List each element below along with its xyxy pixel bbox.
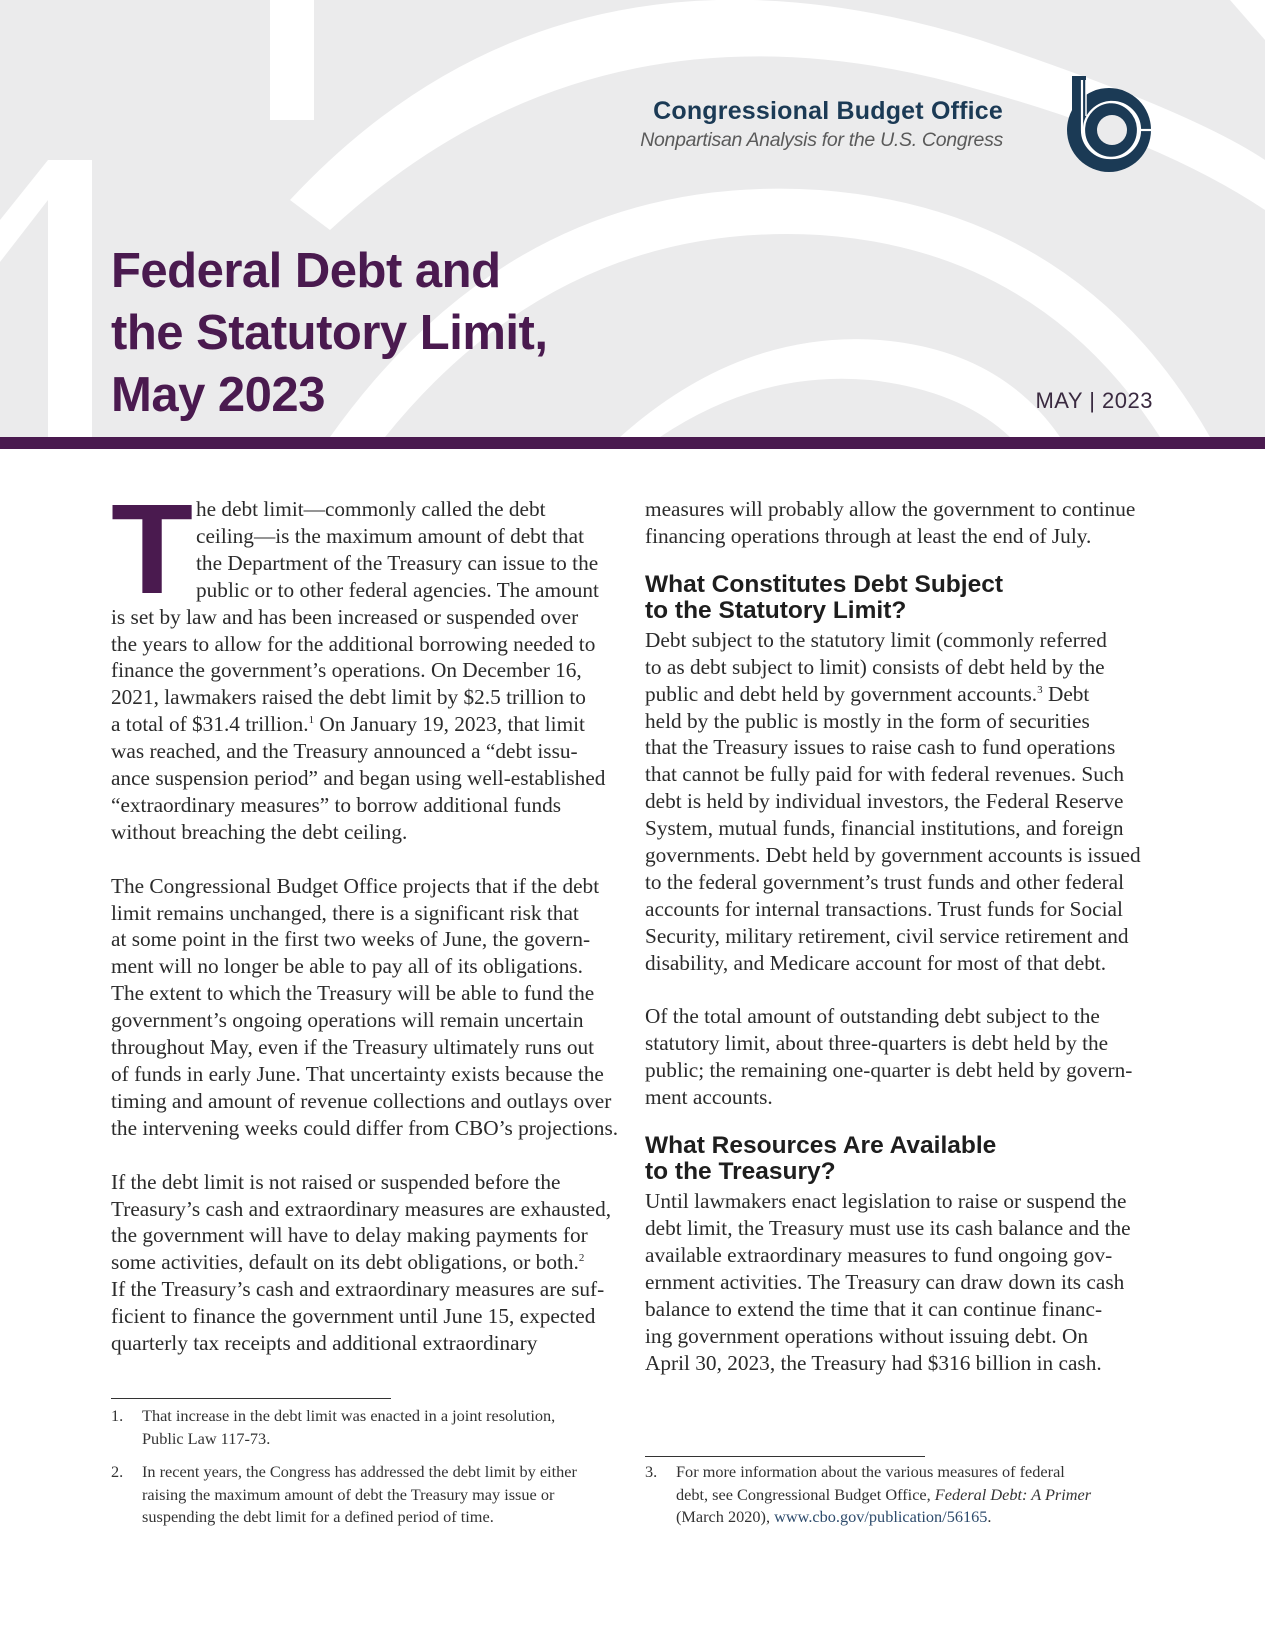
text-line: without breaching the debt ceiling.	[111, 819, 408, 844]
org-name: Congressional Budget Office	[653, 97, 1003, 125]
left-column	[111, 478, 631, 1384]
section-heading-resources	[645, 1133, 1165, 1185]
text-line: ficient to finance the government until June 15, expected	[111, 1304, 596, 1329]
section-heading-debt-subject	[645, 572, 1165, 624]
text-line: Of the total amount of outstanding debt subject to the	[645, 1004, 1100, 1029]
footnote-number: 2.	[111, 1462, 124, 1481]
footnote-line: For more information about the various measures of federal	[676, 1462, 1065, 1481]
footnote-divider	[111, 1398, 391, 1399]
footnote-divider	[645, 1456, 925, 1457]
text-line: held by the public is mostly in the form of securities	[645, 708, 1090, 733]
footnote-line: debt, see Congressional Budget Office, Federal Debt: A Primer	[676, 1484, 1092, 1504]
footnote-3	[645, 1461, 1091, 1529]
publication-date: MAY | 2023	[1035, 388, 1153, 413]
text-line: timing and amount of revenue collections and outlays over	[111, 1088, 612, 1113]
footnote-1	[111, 1405, 577, 1450]
text-line: “extraordinary measures” to borrow additional funds	[111, 792, 562, 817]
text-line: at some point in the first two weeks of June, the govern-	[111, 927, 591, 952]
text-line: ment accounts.	[645, 1085, 773, 1110]
title-line: May 2023	[111, 368, 325, 422]
text-line: Treasury’s cash and extraordinary measures are exhausted,	[111, 1196, 612, 1221]
text-line: disability, and Medicare account for most of that debt.	[645, 950, 1107, 975]
footnote-2	[111, 1461, 577, 1529]
text-line: debt limit, the Treasury must use its cash balance and the	[645, 1216, 1131, 1241]
text-line: available extraordinary measures to fund ongoing gov-	[645, 1242, 1113, 1267]
page-title	[111, 240, 547, 426]
text-line: ceiling—is the maximum amount of debt that	[196, 523, 585, 548]
text-line: If the Treasury’s cash and extraordinary measures are suf-	[111, 1277, 605, 1302]
text-line: ing government operations without issuing debt. On	[645, 1323, 1089, 1348]
text-line: ment will no longer be able to pay all of its obligations.	[111, 954, 583, 979]
heading-line: to the Treasury?	[645, 1158, 836, 1186]
text-line: of funds in early June. That uncertainty exists because the	[111, 1062, 604, 1087]
publication-title: Federal Debt: A Primer	[934, 1484, 1092, 1504]
heading-line: What Constitutes Debt Subject	[645, 570, 1003, 598]
text-line: balance to extend the time that it can continue financ-	[645, 1296, 1103, 1321]
header-divider	[0, 437, 1265, 449]
text-line: government’s ongoing operations will remain uncertain	[111, 1008, 584, 1033]
footnote-number: 3.	[645, 1462, 658, 1481]
text-line: statutory limit, about three-quarters is debt held by the	[645, 1031, 1109, 1056]
text-line: Until lawmakers enact legislation to raise or suspend the	[645, 1189, 1127, 1214]
paragraph-resources	[645, 1188, 1165, 1376]
text-line: a total of $31.4 trillion.$^1$ On January 19, 2023, that limit	[111, 712, 585, 737]
text-line: the years to allow for the additional borrowing needed to	[111, 631, 596, 656]
footnote-line: (March 2020), www.cbo.gov/publication/56165.	[676, 1507, 992, 1526]
text-line: throughout May, even if the Treasury ultimately runs out	[111, 1035, 595, 1060]
text-line: limit remains unchanged, there is a significant risk that	[111, 900, 579, 925]
footnote-line: That increase in the debt limit was enacted in a joint resolution,	[142, 1406, 556, 1425]
publication-link[interactable]: www.cbo.gov/publication/56165	[774, 1507, 988, 1526]
text-line: the intervening weeks could differ from CBO’s projections.	[111, 1115, 619, 1140]
text-line: financing operations through at least the end of July.	[645, 523, 1092, 548]
paragraph-debt-share	[645, 1003, 1165, 1111]
text-line: to the federal government’s trust funds and other federal	[645, 869, 1125, 894]
footnote-number: 1.	[111, 1406, 124, 1425]
footnote-ref-2[interactable]: 2	[578, 1252, 585, 1265]
drop-cap: T	[111, 478, 194, 621]
text-line: the Department of the Treasury can issue to the	[196, 550, 599, 575]
text-line: quarterly tax receipts and additional extraordinary	[111, 1331, 538, 1356]
text-line: ance suspension period” and began using well-established	[111, 766, 606, 791]
text-line: that cannot be fully paid for with federal revenues. Such	[645, 762, 1125, 787]
text-line: accounts for internal transactions. Trust funds for Social	[645, 896, 1123, 921]
text-line: ernment activities. The Treasury can draw down its cash	[645, 1269, 1125, 1294]
heading-line: to the Statutory Limit?	[645, 596, 907, 624]
heading-line: What Resources Are Available	[645, 1132, 997, 1160]
footnotes-right	[645, 1461, 1091, 1540]
text-line: public; the remaining one-quarter is debt held by govern-	[645, 1058, 1133, 1083]
paragraph-debt-subject	[645, 627, 1165, 977]
report-header	[0, 0, 1265, 437]
text-line: April 30, 2023, the Treasury had $316 billion in cash.	[645, 1350, 1102, 1375]
footnote-line: suspending the debt limit for a defined period of time.	[142, 1507, 494, 1526]
cbo-logo-icon[interactable]	[1062, 76, 1156, 177]
footnote-ref-3[interactable]: 3	[1037, 683, 1043, 696]
text-line: the government will have to delay making payments for	[111, 1223, 588, 1248]
text-line: If the debt limit is not raised or suspended before the	[111, 1169, 561, 1194]
text-line: Debt subject to the statutory limit (commonly referred	[645, 627, 1107, 652]
text-line: finance the government’s operations. On December 16,	[111, 658, 582, 683]
text-line: was reached, and the Treasury announced a “debt issu-	[111, 739, 578, 764]
title-line: the Statutory Limit,	[111, 306, 548, 360]
text-line: some activities, default on its debt obligations, or both.$^2$	[111, 1250, 585, 1275]
text-line: that the Treasury issues to raise cash to fund operations	[645, 735, 1116, 760]
text-line: The Congressional Budget Office projects that if the debt	[111, 873, 600, 898]
intro-paragraph	[111, 478, 631, 846]
text-line: System, mutual funds, financial institutions, and foreign	[645, 816, 1124, 841]
text-line: The extent to which the Treasury will be able to fund the	[111, 981, 595, 1006]
text-line: governments. Debt held by government accounts is issued	[645, 843, 1141, 868]
text-line: public or to other federal agencies. The amount	[196, 577, 599, 602]
footnote-line: In recent years, the Congress has addressed the debt limit by either	[142, 1462, 577, 1481]
cbo-wordmark[interactable]	[640, 96, 1003, 154]
text-line: Security, military retirement, civil service retirement and	[645, 923, 1129, 948]
title-line: Federal Debt and	[111, 244, 501, 298]
continued-paragraph	[645, 496, 1165, 550]
org-tagline: Nonpartisan Analysis for the U.S. Congress	[640, 129, 1003, 151]
text-line: public and debt held by government accounts.$^3$ Debt	[645, 681, 1090, 706]
text-line: debt is held by individual investors, the Federal Reserve	[645, 789, 1124, 814]
paragraph-projection	[111, 873, 631, 1142]
footnotes-left	[111, 1405, 577, 1540]
text-line: measures will probably allow the government to continue	[645, 497, 1136, 521]
footnote-line: Public Law 117-73.	[142, 1428, 271, 1448]
text-line: he debt limit—commonly called the debt	[196, 497, 546, 521]
text-line: to as debt subject to limit) consists of debt held by the	[645, 654, 1105, 679]
right-column	[645, 496, 1165, 1403]
footnote-ref-1[interactable]: 1	[308, 714, 315, 727]
text-line: 2021, lawmakers raised the debt limit by $2.5 trillion to	[111, 685, 586, 710]
text-line: is set by law and has been increased or suspended over	[111, 604, 579, 629]
footnote-line: raising the maximum amount of debt the Treasury may issue or	[142, 1484, 555, 1504]
paragraph-consequences	[111, 1169, 631, 1357]
